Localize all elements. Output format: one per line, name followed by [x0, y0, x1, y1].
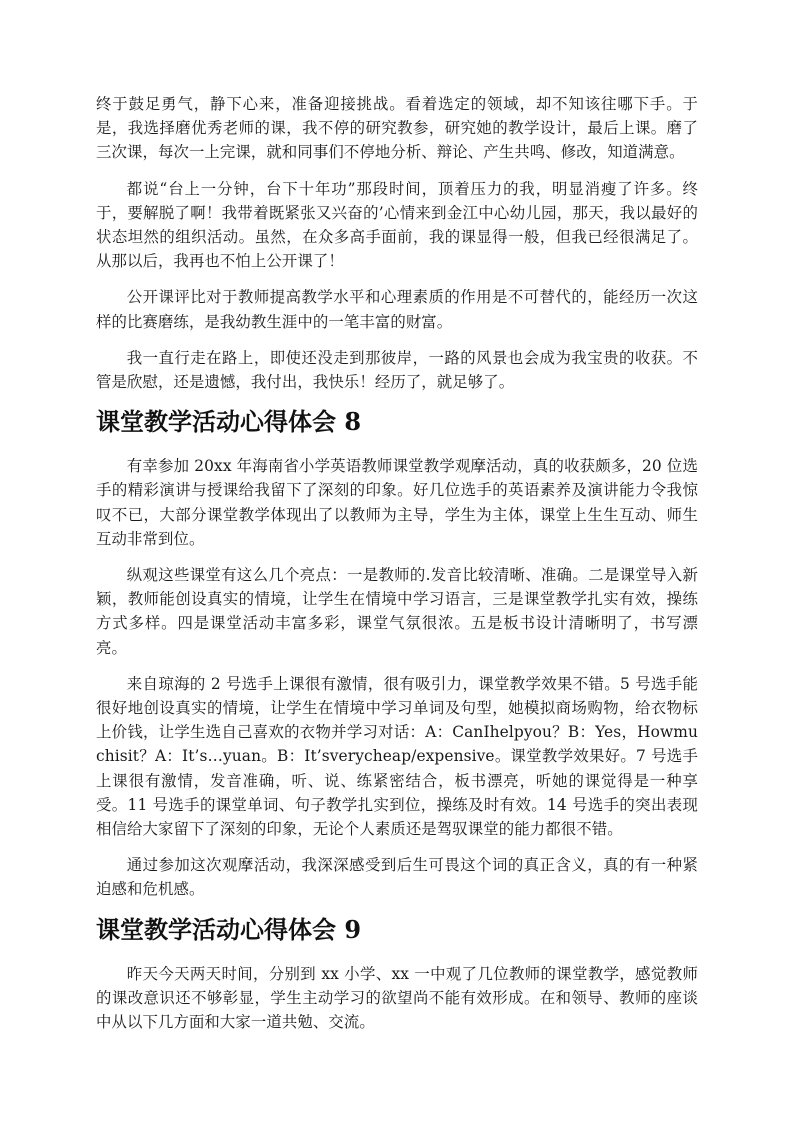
paragraph: 昨天今天两天时间，分别到 xx 小学、xx 一中观了几位教师的课堂教学，感觉教师的课改意识还不够彰显，学生主动学习的欲望尚不能有效形成。在和领导、教师的座谈中从以下几方面和大家一道共勉、交流。: [96, 964, 698, 1032]
paragraph: 纵观这些课堂有这么几个亮点：一是教师的.发音比较清晰、准确。二是课堂导入新颖，教师能创设真实的情境，让学生在情境中学习语言，三是课堂教学扎实有效，操练方式多样。四是课堂活动丰富多彩，课堂气氛很浓。五是板书设计清晰明了，书写漂亮。: [96, 566, 698, 657]
paragraph: 我一直行走在路上，即使还没走到那彼岸，一路的风景也会成为我宝贵的收获。不管是欣慰，还是遗憾，我付出，我快乐！经历了，就足够了。: [96, 348, 698, 392]
section-heading-8: 课堂教学活动心得体会 8: [96, 407, 362, 437]
paragraph: 有幸参加 20xx 年海南省小学英语教师课堂教学观摩活动，真的收获颇多，20 位选手的精彩演讲与授课给我留下了深刻的印象。好几位选手的英语素养及演讲能力令我惊叹不已，大部分课堂教学体现出了以教师为主导，学生为主体，课堂上生生互动、师生互动非常到位。: [96, 457, 698, 548]
paragraph: 终于鼓足勇气，静下心来，准备迎接挑战。看着选定的领域，却不知该往哪下手。于是，我选择磨优秀老师的课，我不停的研究教参，研究她的教学设计，最后上课。磨了三次课，每次一上完课，就和同事们不停地分析、辩论、产生共鸣、修改，知道满意。: [96, 95, 698, 162]
paragraph: 来自琼海的 2 号选手上课很有激情，很有吸引力，课堂教学效果不错。5 号选手能很好地创设真实的情境，让学生在情境中学习单词及句型，她模拟商场购物，给衣物标上价钱，让学生选自己喜欢的衣物并学习对话：A：CanIhelpyou？B：Yes，Howmuchisit？A：It’s…yuan。B：It’sverycheap/expensive。课堂教学效果好。7 号选手上课很有激情，发音准确，听、说、练紧密结合，板书漂亮，听她的课觉得是一种享受。11 号选手的课堂单词、句子教学扎实到位，操练及时有效。14 号选手的突出表现相信给大家留下了深刻的印象，无论个人素质还是驾驭课堂的能力都很不错。: [96, 674, 698, 839]
document-page: [96, 92, 698, 1046]
paragraph: 都说“台上一分钟，台下十年功”那段时间，顶着压力的我，明显消瘦了许多。终于，要解脱了啊！我带着既紧张又兴奋的’心情来到金江中心幼儿园，那天，我以最好的状态坦然的组织活动。虽然，在众多高手面前，我的课显得一般，但我已经很满足了。从那以后，我再也不怕上公开课了！: [96, 179, 698, 271]
paragraph: 公开课评比对于教师提高教学水平和心理素质的作用是不可替代的，能经历一次这样的比赛磨练，是我幼教生涯中的一笔丰富的财富。: [96, 288, 698, 331]
section-heading-9: 课堂教学活动心得体会 9: [96, 914, 362, 944]
paragraph: 通过参加这次观摩活动，我深深感受到后生可畏这个词的真正含义，真的有一种紧迫感和危机感。: [96, 856, 698, 899]
